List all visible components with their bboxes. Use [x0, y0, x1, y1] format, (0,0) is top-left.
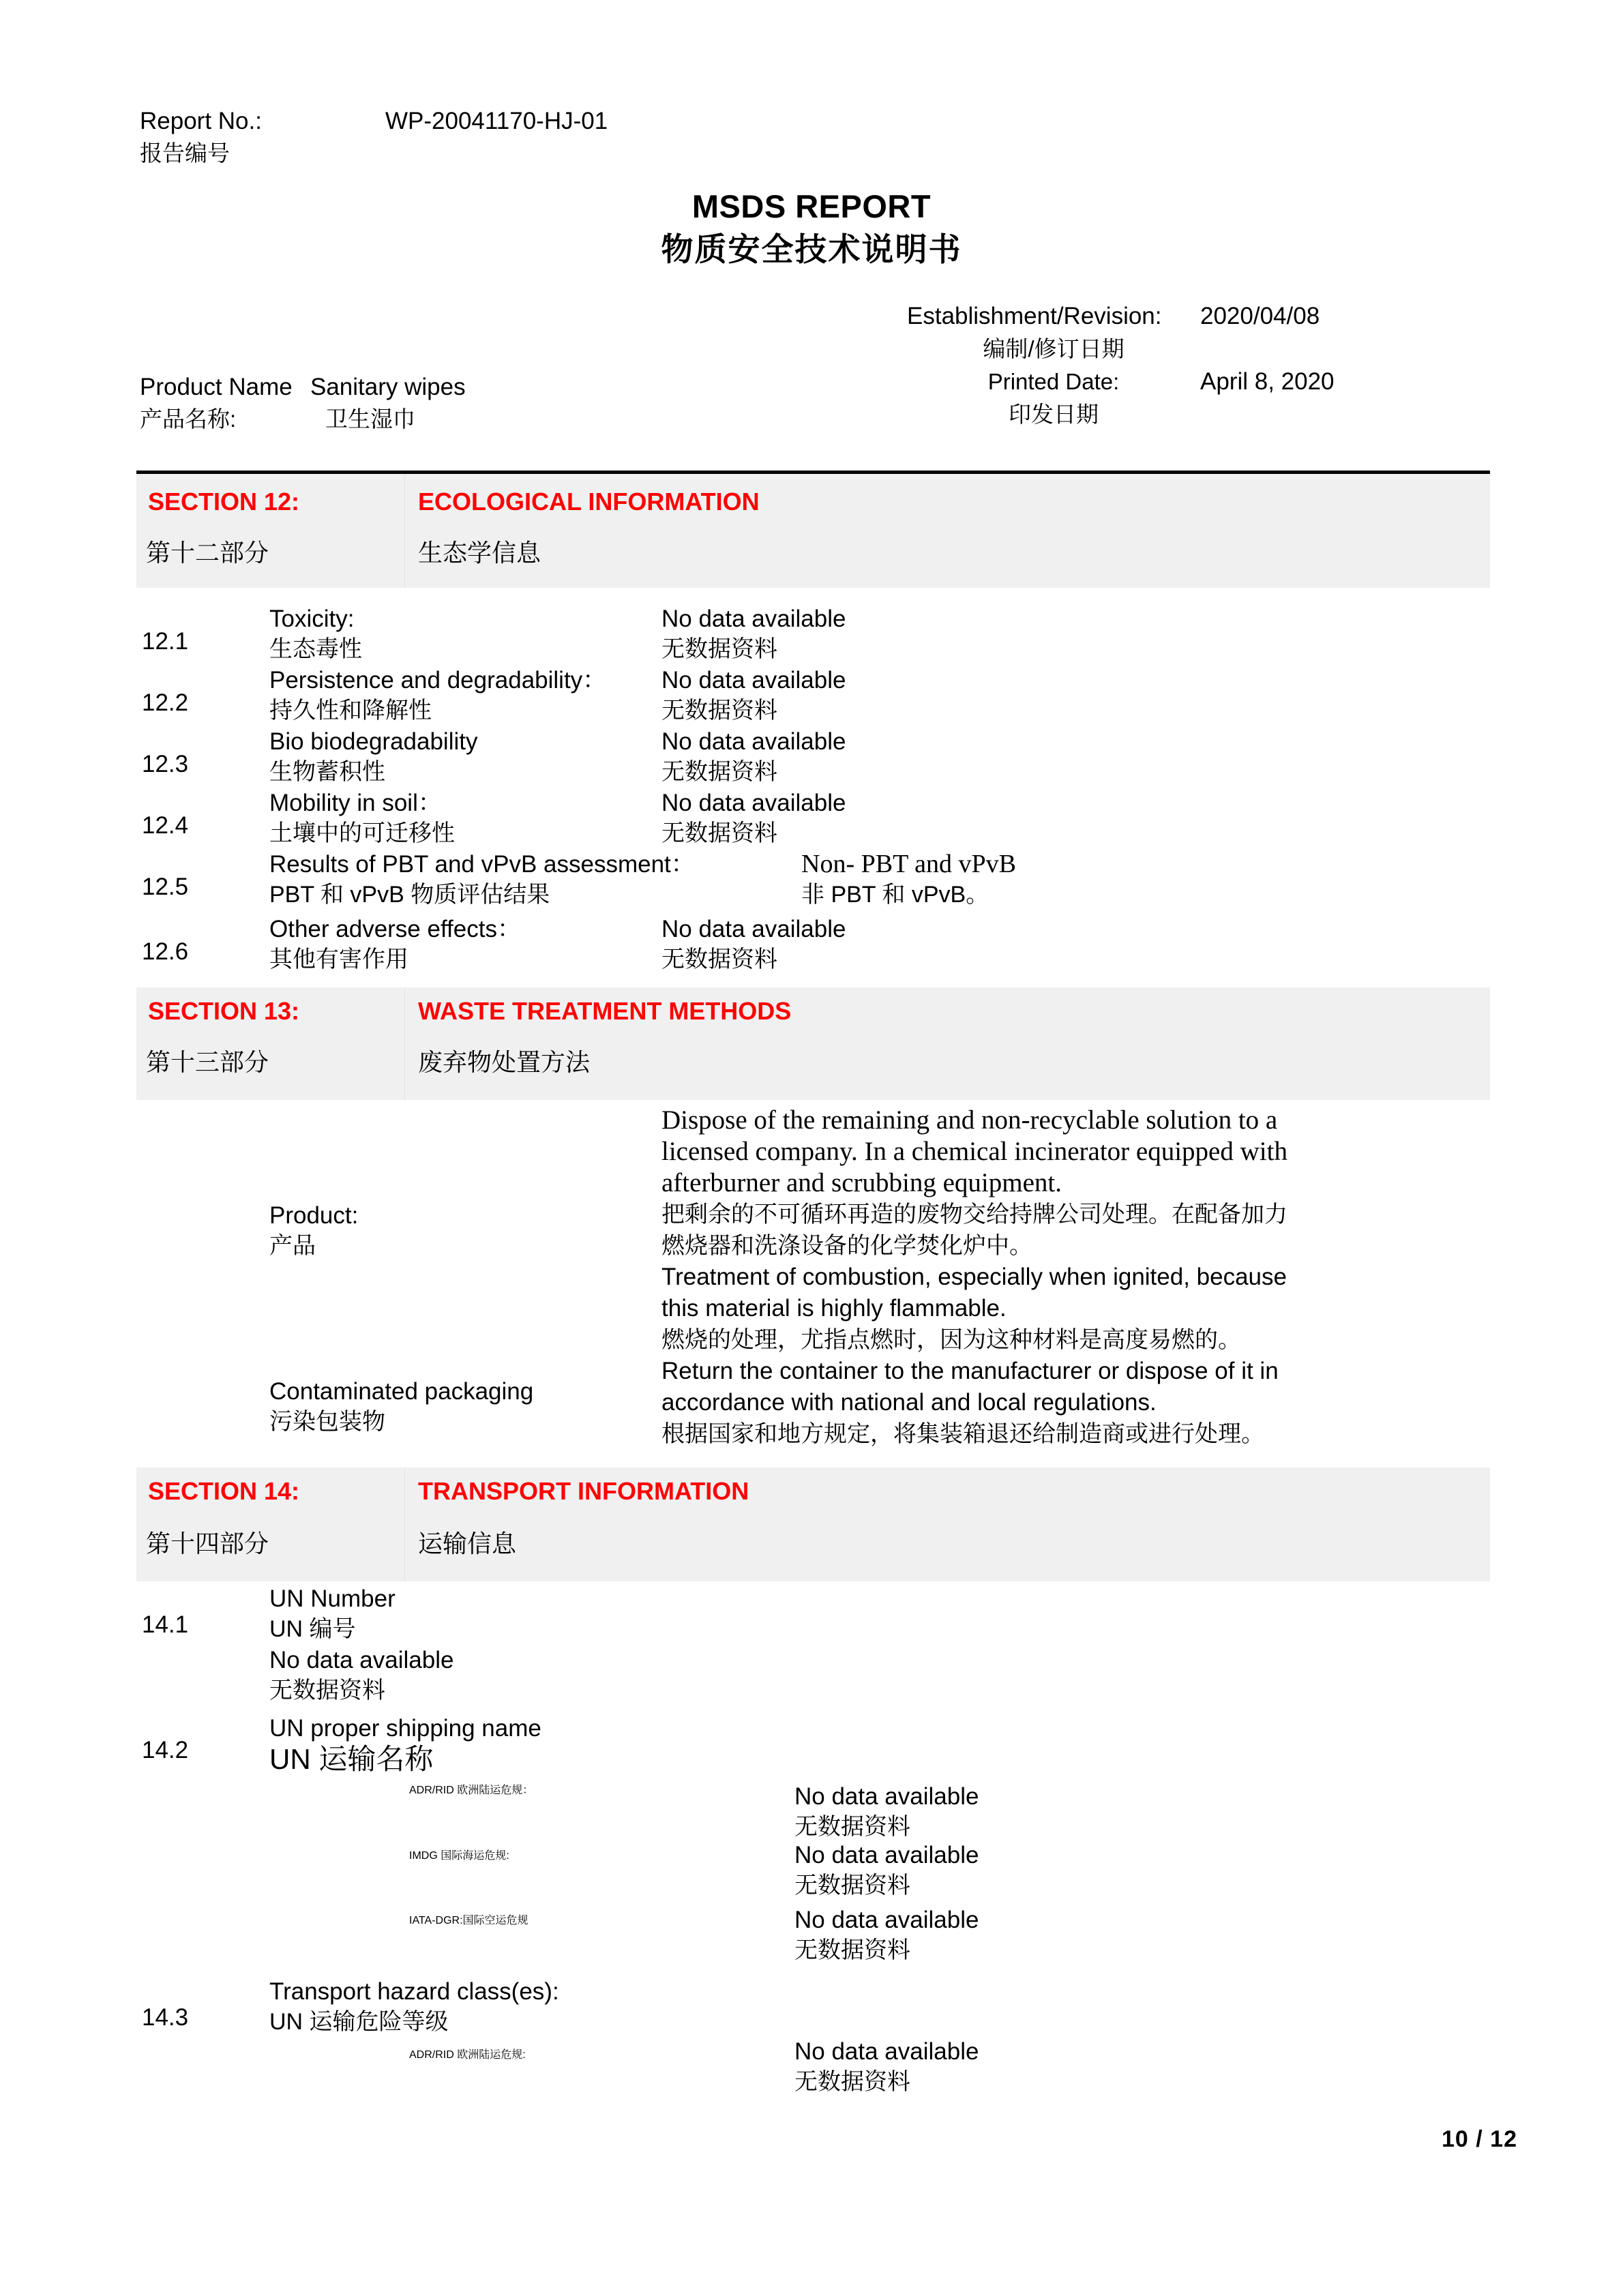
section-14-title-cn: 运输信息: [418, 1530, 517, 1557]
disposal-para1-cn-line1: 把剩余的不可循环再造的废物交给持牌公司处理。在配备加力: [661, 1202, 1287, 1227]
row-label-cn: 其他有害作用: [269, 946, 408, 972]
row-label: [269, 1976, 883, 2038]
row-value-cn: 无数据资料: [661, 820, 777, 846]
row-value: [794, 1840, 1217, 1901]
product-label-en: Product Name: [140, 374, 293, 400]
report-number-row-cn: [140, 137, 1435, 170]
row-value: [794, 2036, 1217, 2098]
establishment-value: 2020/04/08: [1200, 303, 1320, 329]
section-12-title-en: ECOLOGICAL INFORMATION: [418, 488, 760, 516]
row-label: [269, 1376, 651, 1437]
iata-dgr-value-en: No data available: [794, 1907, 979, 1933]
row-label-en: Other adverse effects：: [269, 916, 521, 942]
row-value-cn: 无数据资料: [661, 759, 777, 785]
section-13-number-cn: 第十三部分: [146, 1048, 269, 1076]
section-12-number-en: SECTION 12:: [148, 488, 300, 516]
band-divider: [404, 987, 405, 1100]
band-divider: [404, 1467, 405, 1581]
row-label: [269, 665, 692, 726]
row-number: 14.3: [142, 2004, 189, 2031]
product-label-cn: 产品名称:: [140, 406, 237, 432]
row-label: [269, 849, 747, 910]
packaging-label-cn: 污染包装物: [269, 1409, 385, 1435]
product-row-cn: [140, 403, 754, 436]
adr-rid-hazard-value-en: No data available: [794, 2038, 979, 2065]
row-value-en: Non- PBT and vPvB: [801, 850, 1016, 878]
hazard-class-label-en: Transport hazard class(es):: [269, 1978, 559, 2005]
packaging-label-en: Contaminated packaging: [269, 1378, 534, 1405]
row-value-en: No data available: [661, 728, 846, 755]
disposal-para2-en-line2: this material is highly flammable.: [661, 1295, 1007, 1322]
row-label-cn: 土壤中的可迁移性: [269, 820, 455, 846]
printed-row-en: [907, 366, 1521, 398]
row-label: [269, 788, 692, 849]
section-12-title-cn: 生态学信息: [418, 539, 541, 567]
row-value-en: No data available: [661, 916, 846, 942]
establishment-row-en: [907, 300, 1521, 333]
row-number: 12.4: [142, 812, 189, 839]
row-value: [661, 1105, 1623, 1450]
imdg-value-en: No data available: [794, 1842, 979, 1868]
disposal-para2-cn-line1: 燃烧的处理，尤指点燃时，因为这种材料是高度易燃的。: [661, 1327, 1241, 1353]
report-number-label-en: Report No.:: [140, 108, 262, 134]
date-block: [907, 300, 1521, 431]
row-number: 12.3: [142, 751, 189, 777]
disposal-para1-en-line1: Dispose of the remaining and non-recyclable solution to a: [661, 1105, 1278, 1135]
imdg-value-cn: 无数据资料: [794, 1873, 910, 1898]
disposal-para1-en-line3: afterburner and scrubbing equipment.: [661, 1168, 1062, 1197]
adr-rid-hazard-label: ADR/RID 欧洲陆运危规:: [409, 2049, 526, 2061]
band-divider: [404, 474, 405, 588]
disposal-para3-en-line1: Return the container to the manufacturer or dispose of it in: [661, 1358, 1279, 1384]
disposal-para3-en-line2: accordance with national and local regulations.: [661, 1389, 1157, 1416]
establishment-label-en: Establishment/Revision:: [907, 303, 1162, 329]
adr-rid-value-cn: 无数据资料: [794, 1814, 910, 1840]
imdg-label: IMDG 国际海运危规:: [409, 1850, 509, 1862]
shipping-name-label-cn: UN 运输名称: [269, 1743, 434, 1775]
row-label-en: Mobility in soil：: [269, 790, 442, 816]
row-label: [269, 1200, 651, 1262]
establishment-row-cn: [907, 333, 1521, 366]
row-value: [801, 849, 1279, 910]
row-label-cn: 持久性和降解性: [269, 698, 432, 724]
disposal-para2-en-line1: Treatment of combustion, especially when ignited, because: [661, 1264, 1287, 1290]
product-label-en: Product:: [269, 1202, 359, 1229]
adr-rid-value-en: No data available: [794, 1783, 979, 1810]
row-label: [269, 726, 692, 788]
product-value-en: Sanitary wipes: [310, 374, 466, 400]
document-title-en: MSDS REPORT: [691, 188, 932, 224]
un-number-label-en: UN Number: [269, 1585, 396, 1612]
document-title-cn: 物质安全技术说明书: [661, 231, 962, 267]
row-label: [269, 603, 692, 665]
product-label-cn: 产品: [269, 1233, 316, 1259]
row-value: [794, 1781, 1217, 1843]
disposal-para1-en-line2: licensed company. In a chemical incinerator equipped with: [661, 1137, 1287, 1166]
row-number: 12.5: [142, 874, 189, 900]
section-13-title-en: WASTE TREATMENT METHODS: [418, 997, 792, 1025]
printed-label-cn: 印发日期: [1009, 402, 1099, 427]
row-value-en: No data available: [661, 606, 846, 632]
adr-rid-label: ADR/RID 欧洲陆运危规：: [409, 1785, 534, 1796]
product-value-cn: 卫生湿巾: [325, 406, 415, 432]
un-number-value-en: No data available: [269, 1647, 454, 1673]
section-13-header-band: [136, 987, 1490, 1100]
row-value: [794, 1905, 1217, 1966]
section-12-number-cn: 第十二部分: [146, 539, 269, 567]
section-13-title-cn: 废弃物处置方法: [418, 1048, 591, 1076]
row-number: 12.6: [142, 938, 189, 965]
row-value: [661, 665, 1139, 726]
row-number: 14.2: [142, 1737, 189, 1763]
row-number: 14.1: [142, 1611, 189, 1638]
row-label-en: Toxicity:: [269, 606, 355, 632]
disposal-para3-cn-line1: 根据国家和地方规定，将集装箱退还给制造商或进行处理。: [661, 1421, 1264, 1447]
report-number-row-en: [140, 106, 1435, 137]
section-14-header-band: [136, 1467, 1490, 1581]
row-label: [269, 914, 692, 975]
printed-value: April 8, 2020: [1200, 368, 1335, 395]
iata-dgr-value-cn: 无数据资料: [794, 1937, 910, 1963]
row-value-cn: 非 PBT 和 vPvB。: [801, 882, 989, 908]
row-value-en: No data available: [661, 790, 846, 816]
report-number-value: WP-20041170-HJ-01: [385, 108, 608, 134]
row-value: [661, 788, 1139, 849]
row-value-cn: 无数据资料: [661, 698, 777, 724]
row-value: [661, 603, 1139, 665]
row-label-cn: 生物蓄积性: [269, 759, 385, 785]
row-label-en: Results of PBT and vPvB assessment：: [269, 851, 695, 878]
row-value: [661, 726, 1139, 788]
establishment-label-cn: 编制/修订日期: [983, 336, 1125, 361]
row-value-cn: 无数据资料: [661, 946, 777, 972]
product-row-en: [140, 372, 754, 403]
printed-row-cn: [907, 398, 1521, 431]
page-number: 10 / 12: [1442, 2126, 1517, 2152]
section-14-title-en: TRANSPORT INFORMATION: [418, 1477, 749, 1505]
row-number: 12.1: [142, 628, 189, 655]
row-label: [269, 1713, 883, 1775]
iata-dgr-label: IATA-DGR:国际空运危规: [409, 1915, 528, 1926]
row-value: [661, 914, 1139, 975]
section-12-header-band: [136, 471, 1490, 588]
adr-rid-hazard-value-cn: 无数据资料: [794, 2069, 910, 2095]
document-title-block: [0, 185, 1623, 271]
row-label: [269, 1583, 883, 1706]
hazard-class-label-cn: UN 运输危险等级: [269, 2009, 449, 2035]
row-value-cn: 无数据资料: [661, 636, 777, 662]
row-label-en: Bio biodegradability: [269, 728, 478, 755]
disposal-para1-cn-line2: 燃烧器和洗涤设备的化学焚化炉中。: [661, 1233, 1032, 1259]
printed-label-en: Printed Date:: [987, 369, 1120, 394]
report-number-block: [140, 106, 1435, 170]
section-13-number-en: SECTION 13:: [148, 997, 300, 1025]
row-label-en: Persistence and degradability：: [269, 667, 607, 694]
row-value-en: No data available: [661, 667, 846, 694]
report-number-label-cn: 报告编号: [140, 140, 230, 166]
section-14-number-en: SECTION 14:: [148, 1477, 300, 1505]
row-label-cn: PBT 和 vPvB 物质评估结果: [269, 882, 550, 908]
section-14-number-cn: 第十四部分: [146, 1530, 269, 1557]
row-label-cn: 生态毒性: [269, 636, 362, 662]
product-name-block: [140, 372, 754, 436]
row-number: 12.2: [142, 689, 189, 716]
un-number-label-cn: UN 编号: [269, 1616, 356, 1642]
un-number-value-cn: 无数据资料: [269, 1678, 385, 1703]
shipping-name-label-en: UN proper shipping name: [269, 1715, 541, 1742]
